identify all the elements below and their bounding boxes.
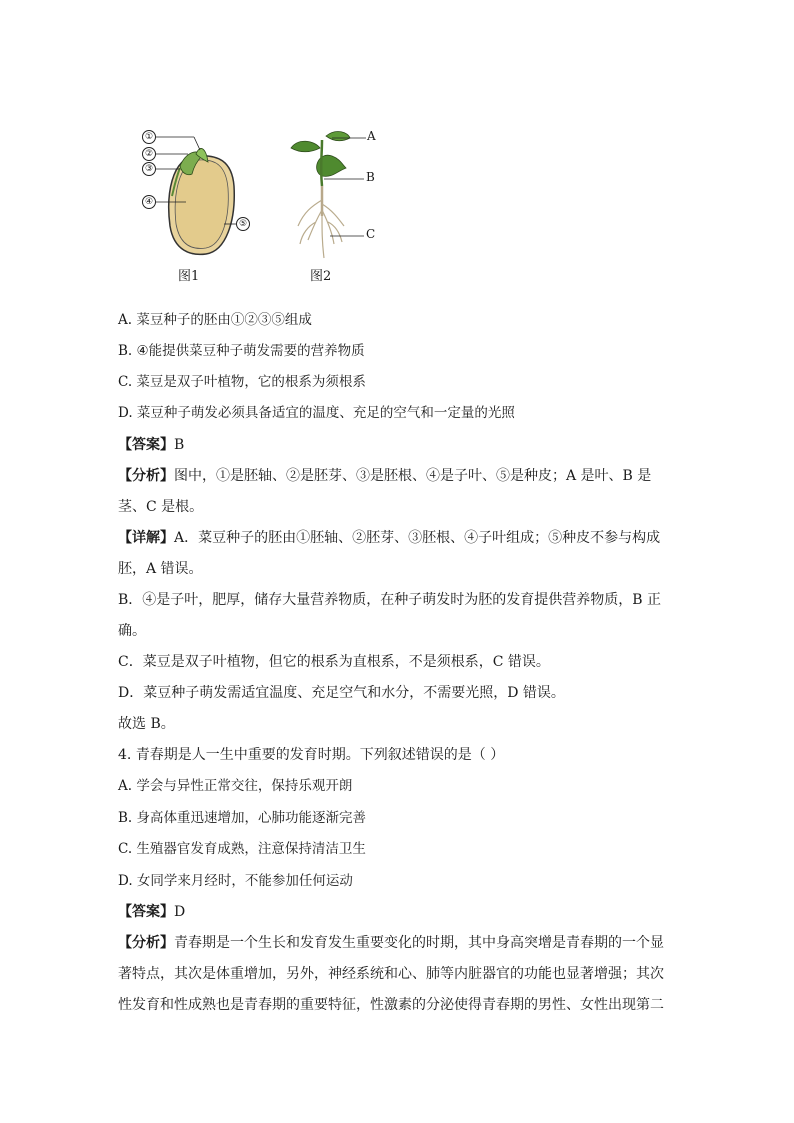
q4-analysis-tag: 【分析】 (118, 935, 174, 951)
q3-detail-b2: 确。 (118, 623, 146, 639)
label-b: B (366, 170, 375, 184)
q3-analysis-line1 (118, 466, 651, 486)
label-1: ① (142, 130, 156, 144)
q4-answer-tag: 【答案】 (118, 904, 174, 920)
label-2: ② (142, 147, 156, 161)
seedling-drawing (291, 132, 366, 258)
q3-option-d: D. 菜豆种子萌发必须具备适宜的温度、充足的空气和一定量的光照 (118, 405, 515, 421)
q3-answer (118, 435, 184, 455)
q3-detail-tag: 【详解】 (118, 530, 174, 546)
q4-option-c: C. 生殖器官发育成熟，注意保持清洁卫生 (118, 841, 366, 857)
q4-option-d: D. 女同学来月经时，不能参加任何运动 (118, 873, 353, 889)
q4-option-b: B. 身高体重迅速增加，心肺功能逐渐完善 (118, 810, 367, 826)
q4-answer (118, 902, 185, 922)
q4-answer-value: D (174, 904, 186, 920)
label-4: ④ (142, 195, 156, 209)
q4-stem: 4. 青春期是人一生中重要的发育时期。下列叙述错误的是（ ） (118, 747, 505, 763)
q4-option-a: A. 学会与异性正常交往，保持乐观开朗 (118, 778, 353, 794)
q3-answer-tag: 【答案】 (118, 437, 174, 453)
label-5: ⑤ (236, 217, 250, 231)
fig1-caption: 图1 (178, 269, 200, 284)
label-c: C (366, 227, 376, 241)
q3-analysis-text1: 图中，①是胚轴、②是胚芽、③是胚根、④是子叶、⑤是种皮；A 是叶、B 是 (174, 468, 652, 484)
q3-detail-a2: 胚，A 错误。 (118, 561, 203, 577)
q3-detail-c: C．菜豆是双子叶植物，但它的根系为直根系，不是须根系，C 错误。 (118, 654, 550, 670)
q3-option-a: A. 菜豆种子的胚由①②③⑤组成 (118, 312, 312, 328)
q4-analysis-line2: 著特点，其次是体重增加，另外，神经系统和心、肺等内脏器官的功能也显著增强；其次 (118, 966, 664, 982)
q3-detail-d: D．菜豆种子萌发需适宜温度、充足空气和水分，不需要光照，D 错误。 (118, 685, 565, 701)
q3-detail-a1: A．菜豆种子的胚由①胚轴、②胚芽、③胚根、④子叶组成；⑤种皮不参与构成 (174, 530, 661, 546)
q3-option-c: C. 菜豆是双子叶植物，它的根系为须根系 (118, 374, 366, 390)
q4-analysis-text1: 青春期是一个生长和发育发生重要变化的时期，其中身高突增是青春期的一个显 (174, 935, 664, 951)
q3-answer-value: B (174, 437, 185, 453)
label-a: A (367, 129, 376, 143)
q3-detail-line1 (118, 528, 660, 548)
q4-analysis-line1 (118, 933, 664, 953)
bean-seed-drawing (156, 137, 236, 254)
label-3: ③ (142, 162, 156, 176)
q3-analysis-line2: 茎、C 是根。 (118, 499, 204, 515)
q3-option-b: B. ④能提供菜豆种子萌发需要的营养物质 (118, 343, 365, 359)
q3-detail-b1: B．④是子叶，肥厚，储存大量营养物质，在种子萌发时为胚的发育提供营养物质，B 正 (118, 592, 662, 608)
q3-conclusion: 故选 B。 (118, 716, 175, 732)
seed-diagram (136, 126, 396, 286)
seed-figures (136, 126, 396, 286)
fig2-caption: 图2 (310, 269, 332, 284)
q4-analysis-line3: 性发育和性成熟也是青春期的重要特征，性激素的分泌使得青春期的男性、女性出现第二 (118, 997, 664, 1013)
q3-analysis-tag: 【分析】 (118, 468, 174, 484)
